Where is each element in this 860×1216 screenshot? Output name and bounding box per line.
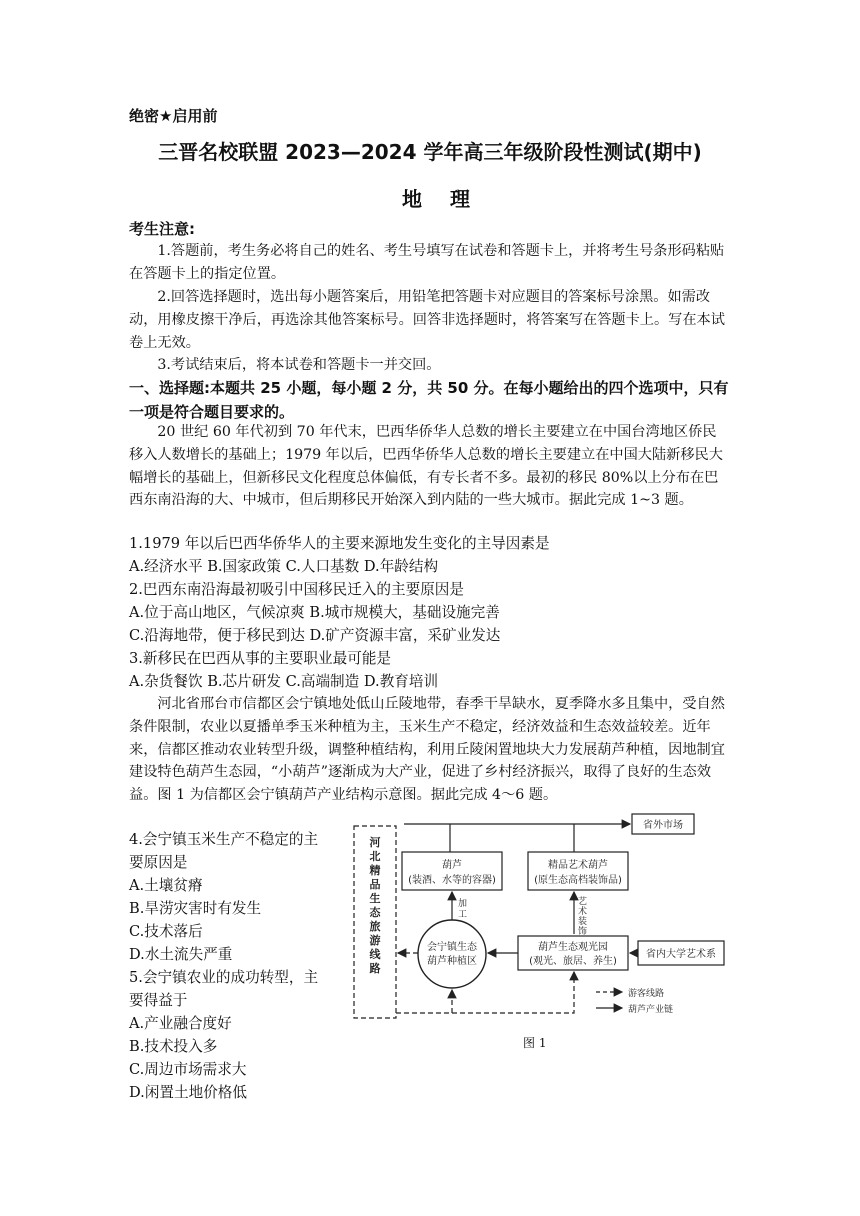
question-2-stem: 2.巴西东南沿海最初吸引中国移民迁入的主要原因是 [129,581,464,598]
planting-area-line1: 会宁镇生态 [427,942,477,953]
gourd-container-title: 葫芦 [442,860,462,871]
art-decor-char: 饰 [578,927,588,937]
legend-tourist-label: 游客线路 [628,989,665,999]
question-2-options-cd: C.沿海地带，便于移民到达 D.矿产资源丰富，采矿业发达 [129,627,501,644]
route-char: 河 [369,836,381,849]
tourist-route-label [369,835,382,975]
notice-item-3: 3.考试结束后，将本试卷和答题卡一并交回。 [157,357,441,373]
section-heading: 一、选择题:本题共 25 小题，每小题 2 分，共 50 分。在每小题给出的四个选项中，只有一项是符合题目要求的。 [129,379,729,421]
question-4-option-a: A.土壤贫瘠 [129,877,203,894]
route-char: 精 [369,864,381,877]
question-2-options-ab: A.位于高山地区，气候凉爽 B.城市规模大，基础设施完善 [129,604,500,621]
route-char: 生 [369,892,381,905]
art-department-label: 省内大学艺术系 [646,949,716,960]
route-char: 线 [369,948,381,961]
question-5-option-b: B.技术投入多 [129,1038,218,1055]
question-1-stem: 1.1979 年以后巴西华侨华人的主要来源地发生变化的主导因素是 [129,535,550,552]
subject-title: 地理 [402,187,498,211]
question-4-option-b: B.旱涝灾害时有发生 [129,900,262,917]
route-char: 旅 [369,920,381,933]
question-5-option-d: D.闲置土地价格低 [129,1084,247,1101]
question-5-stem-b: 要得益于 [129,992,188,1009]
art-gourd-sub: (原生态高档装饰品) [534,875,622,886]
art-decor-label [578,895,587,937]
eco-park-title: 葫芦生态观光园 [538,942,608,953]
confidential-mark: 绝密★启用前 [129,107,218,125]
question-1-options: A.经济水平 B.国家政策 C.人口基数 D.年龄结构 [129,558,439,575]
process-char: 工 [458,910,468,920]
art-decor-char: 术 [578,907,588,917]
legend-chain-label: 葫芦产业链 [628,1005,674,1015]
notice-heading: 考生注意: [129,220,195,238]
question-3-options: A.杂货餐饮 B.芯片研发 C.高端制造 D.教育培训 [129,673,439,690]
art-gourd-title: 精品艺术葫芦 [548,860,608,871]
passage-1: 20 世纪 60 年代初到 70 年代末，巴西华侨华人总数的增长主要建立在中国台湾地区侨民移入人数增长的基础上；1979 年以后，巴西华侨华人总数的增长主要建立在中国大陆新移民大幅增长的基础上，但新移民文化程度总体偏低，有专长者不多。最初的移民 80%以上分布在巴西东南沿海的大、中城市，但后期移民开始深入到内陆的一些大城市。据此完成 1~3 题。 [129,424,723,509]
route-char: 态 [369,906,381,919]
question-4-option-d: D.水土流失严重 [129,946,233,963]
question-4-option-c: C.技术落后 [129,923,203,940]
art-decor-char: 装 [578,917,588,927]
planting-area-line2: 葫芦种植区 [427,956,477,967]
figure-caption: 图 1 [523,1036,547,1050]
art-decor-char: 艺 [578,897,588,907]
passage-2: 河北省邢台市信都区会宁镇地处低山丘陵地带，春季干旱缺水，夏季降水多且集中，受自然条件限制，农业以夏播单季玉米种植为主，玉米生产不稳定，经济效益和生态效益较差。近年来，信都区推动农业转型升级，调整种植结构，利用丘陵闲置地块大力发展葫芦种植，因地制宜建设特色葫芦生态园，“小葫芦”逐渐成为大产业，促进了乡村经济振兴，取得了良好的生态效益。图 1 为信都区会宁镇葫芦产业结构示意图。据此完成 4～6 题。 [129,696,725,804]
route-char: 游 [369,934,381,947]
planting-area-circle [418,920,486,988]
outside-market-label: 省外市场 [643,820,683,831]
question-5-option-a: A.产业融合度好 [129,1015,232,1032]
question-4-stem-a: 4.会宁镇玉米生产不稳定的主 [129,831,319,848]
route-char: 路 [369,962,381,975]
notice-item-2: 2.回答选择题时，选出每小题答案后，用铅笔把答题卡对应题目的答案标号涂黑。如需改动，用橡皮擦干净后，再选涂其他答案标号。回答非选择题时，将答案写在答题卡上。写在本试卷上无效。 [129,289,725,351]
gourd-container-sub: (装酒、水等的容器) [408,875,496,886]
exam-title: 三晋名校联盟 2023—2024 学年高三年级阶段性测试(期中) [158,140,702,164]
route-char: 品 [369,878,381,891]
question-5-option-c: C.周边市场需求大 [129,1061,247,1078]
question-5-stem-a: 5.会宁镇农业的成功转型，主 [129,969,319,986]
question-3-stem: 3.新移民在巴西从事的主要职业最可能是 [129,650,392,667]
process-char: 加 [458,899,468,909]
eco-park-sub: (观光、旅居、养生) [529,956,617,967]
route-char: 北 [369,850,381,863]
tourist-route-to-park [396,972,574,1013]
notice-item-1: 1.答题前，考生务必将自己的姓名、考生号填写在试卷和答题卡上，并将考生号条形码粘贴在答题卡上的指定位置。 [129,243,725,282]
gourd-industry-diagram [348,808,730,1050]
question-4-stem-b: 要原因是 [129,854,188,871]
